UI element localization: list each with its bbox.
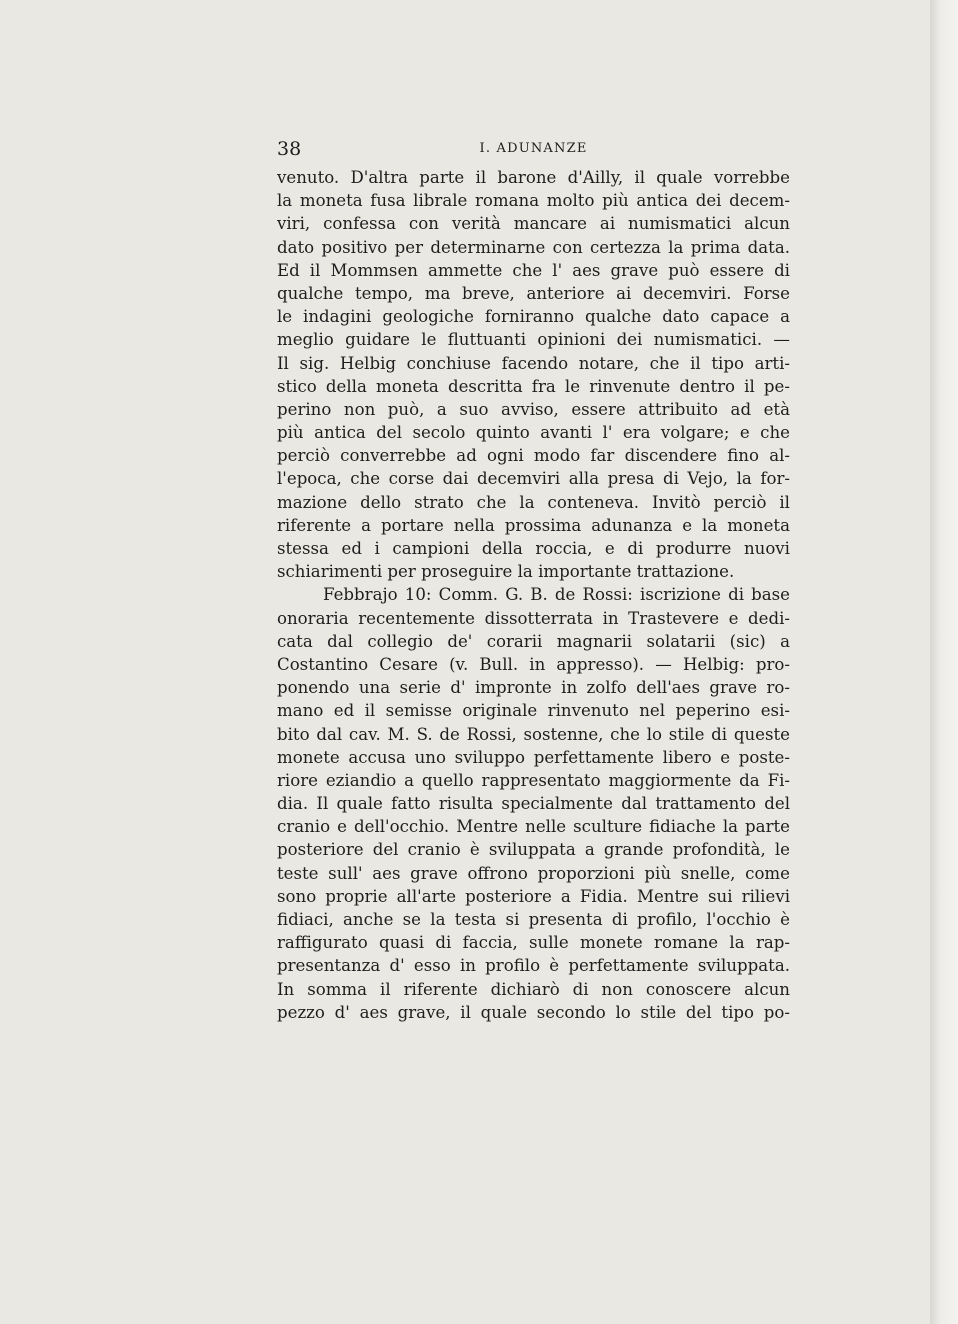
text-line: Costantino Cesare (v. Bull. in appresso). — Helbig: pro- <box>277 654 790 674</box>
text-line: perino non può, a suo avviso, essere attribuito ad età <box>277 399 790 419</box>
text-line: le indagini geologiche forniranno qualche dato capace a <box>277 307 790 327</box>
text-line: teste sull' aes grave offrono proporzioni più snelle, come <box>277 863 790 883</box>
body-text <box>277 166 790 1024</box>
text-line: monete accusa uno sviluppo perfettamente libero e poste- <box>277 747 790 767</box>
text-line: mano ed il semisse originale rinvenuto nel peperino esi- <box>277 701 790 721</box>
text-line: schiarimenti per proseguire la importante trattazione. <box>277 562 735 582</box>
text-line: pezzo d' aes grave, il quale secondo lo stile del tipo po- <box>277 1002 790 1022</box>
text-line: riferente a portare nella prossima adunanza e la moneta <box>277 515 790 535</box>
text-line: dia. Il quale fatto risulta specialmente dal trattamento del <box>277 794 790 814</box>
text-line: onoraria recentemente dissotterrata in Trastevere e dedi- <box>277 608 790 628</box>
text-line: meglio guidare le fluttuanti opinioni dei numismatici. — <box>277 330 790 350</box>
text-line: dato positivo per determinarne con certezza la prima data. <box>277 237 790 257</box>
text-line: cranio e dell'occhio. Mentre nelle sculture fidiache la parte <box>277 817 790 837</box>
text-line: stessa ed i campioni della roccia, e di produrre nuovi <box>277 539 790 558</box>
text-line: più antica del secolo quinto avanti l' era volgare; e che <box>277 423 790 443</box>
text-line: presentanza d' esso in profilo è perfettamente sviluppata. <box>277 956 790 976</box>
text-line: qualche tempo, ma breve, anteriore ai decemviri. Forse <box>277 283 790 303</box>
text-line: bito dal cav. M. S. de Rossi, sostenne, che lo stile di queste <box>277 724 790 744</box>
text-line: ponendo una serie d' impronte in zolfo dell'aes grave ro- <box>277 678 790 698</box>
text-line: cata dal collegio de' corarii magnarii solatarii (sic) a <box>277 631 790 651</box>
page-header <box>277 138 790 160</box>
text-line: mazione dello strato che la conteneva. Invitò perciò il <box>277 492 790 512</box>
text-line: la moneta fusa librale romana molto più antica dei decem- <box>277 191 790 211</box>
page-number: 38 <box>277 138 302 160</box>
text-line: Ed il Mommsen ammette che l' aes grave può essere di <box>277 260 790 280</box>
text-line: raffigurato quasi di faccia, sulle monete romane la rap- <box>277 933 790 953</box>
text-line: fidiaci, anche se la testa si presenta di profilo, l'occhio è <box>277 910 790 929</box>
text-line: perciò converrebbe ad ogni modo far discendere fino al- <box>277 446 790 466</box>
running-title: I. ADUNANZE <box>479 141 588 156</box>
text-line: riore eziandio a quello rappresentato maggiormente da Fi- <box>277 770 790 790</box>
text-line: stico della moneta descritta fra le rinvenute dentro il pe- <box>277 376 790 396</box>
text-line: Febbrajo 10: Comm. G. B. de Rossi: iscrizione di base <box>323 585 790 605</box>
text-line: viri, confessa con verità mancare ai numismatici alcun <box>277 214 790 234</box>
text-line: Il sig. Helbig conchiuse facendo notare, che il tipo arti- <box>277 353 790 373</box>
text-line: l'epoca, che corse dai decemviri alla presa di Vejo, la for- <box>277 469 790 489</box>
text-line: In somma il riferente dichiarò di non conoscere alcun <box>277 979 790 999</box>
page-edge <box>930 0 958 1324</box>
text-line: posteriore del cranio è sviluppata a grande profondità, le <box>277 840 790 860</box>
text-line: sono proprie all'arte posteriore a Fidia. Mentre sui rilievi <box>277 886 790 906</box>
text-line: venuto. D'altra parte il barone d'Ailly, il quale vorrebbe <box>277 168 790 187</box>
